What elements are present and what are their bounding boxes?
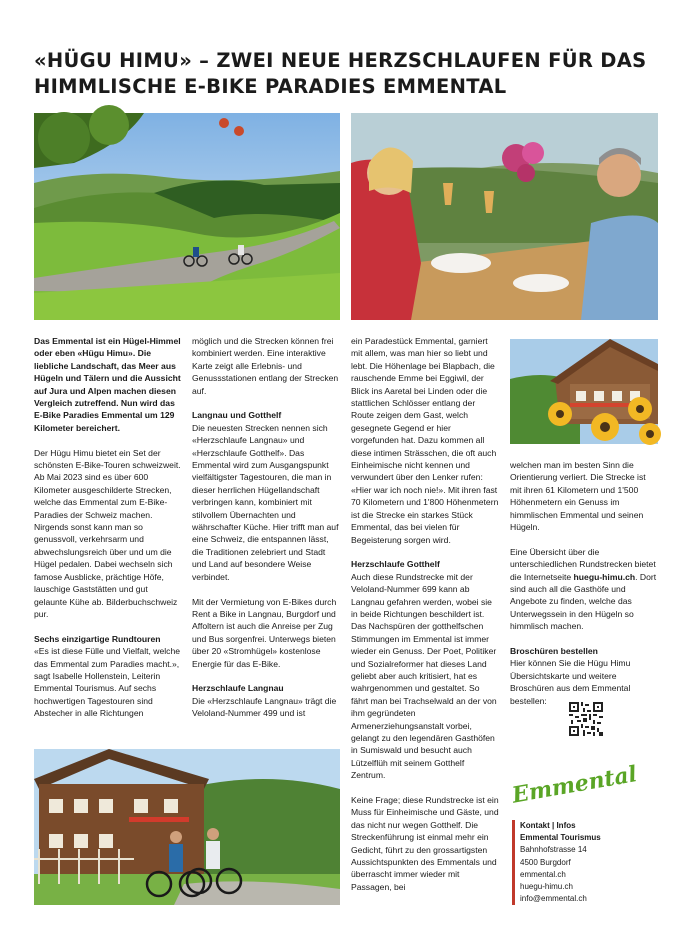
contact-website-link[interactable]: huegu-himu.ch	[520, 882, 573, 892]
lead-paragraph: Das Emmental ist ein Hügel-Himmel oder eben «Hügu Himu». Die liebliche Landschaft, das Meer aus Hügeln und Tälern und die Aussicht auf Jura und Alpen machen diesen Vergleich zutreffend. Nun wird das E-Bike Paradies Emmental um 129 Kilometer bereichert.	[34, 336, 181, 433]
photo-cyclists-hills	[34, 113, 340, 320]
body-paragraph: möglich und die Strecken können frei kombiniert werden. Eine interaktive Karte zeigt alle Erlebnis- und Genussstationen entlang der Strecken auf.	[192, 336, 339, 396]
contact-email-link[interactable]: info@emmental.ch	[520, 894, 587, 904]
body-paragraph: Keine Frage; diese Rundstrecke ist ein Muss für Einheimische und Gäste, und das nicht nur wegen Gotthelf. Die Streckenführung ist einmal mehr ein Gedicht, führt zu den grossartigsten Aussichtspunkten des Emmentals und überrascht immer wieder mit Passagen, bei	[351, 795, 499, 892]
contact-block	[512, 820, 601, 905]
body-paragraph: «Es ist diese Fülle und Vielfalt, welche das Emmental zum Paradies macht.», sagt Isabelle Hollenstein, Leiterin Emmental Tourismus. Auf sechs hochwertigen Tagestouren sind Abstecher in alle Richtungen	[34, 646, 181, 719]
body-paragraph: Die neuesten Strecken nennen sich «Herzschlaufe Langnau» und «Herzschlaufe Gotthelf». Das Emmental wird zum Ausgangspunkt vielfältigster Tagestouren, die man in dieser herrlichen Hügellandschaft verbringen kann, kombiniert mit stilvollem Übernachten und währschafter Küche. Hier trifft man auf eine Schweiz, die entspannen lässt, die Traditionen zelebriert und Stadt und Land auf besondere Weise verbindet.	[192, 422, 339, 582]
photo-farmhouse-flowers	[510, 339, 658, 444]
contact-city: 4500 Burgdorf	[520, 857, 571, 867]
logo-wordmark: Emmental	[510, 761, 639, 809]
photo-bikers-farmhouse	[34, 749, 340, 905]
body-paragraph: Auch diese Rundstrecke mit der Veloland-Nummer 699 kann ab Langnau gefahren werden, wobei sie in beide Richtungen beschildert ist. Das Nachspüren der gotthelfschen Stimmungen im Emmental ist immer wieder ein Genuss. Der Poet, Politiker und Sozialreformer hat dieses Land geliebt aber auch kritisiert, hat es wahrgenommen und gestaltet. So fährt man bei Trachselwald an der von ihm gegründeten Armenerziehungsanstalt vorbei, gelangt zu den legendären Gasthöfen in Sumiswald und besucht auch Lützelflüh mit seinem Gotthelf Zentrum.	[351, 571, 497, 781]
subheading: Herzschlaufe Langnau	[192, 683, 284, 694]
contact-website-link[interactable]: emmental.ch	[520, 869, 566, 879]
subheading: Broschüren bestellen	[510, 646, 598, 657]
photo-couple-toasting	[351, 113, 658, 320]
contact-street: Bahnhofstrasse 14	[520, 845, 587, 855]
body-paragraph: Der Hügu Himu bietet ein Set der schönsten E-Bike-Touren schweizweit. Ab Mai 2023 sind es über 600 Kilometer ausgeschilderte Strecken, welche das Emmental zum E-Bike-Paradies der Schweiz machen. Nirgends sonst kann man so genussvoll, verkehrsarm und abwechslungsreich über und um die Hügel pedalen. Dabei wechseln sich famose Ausblicke, prächtige Höfe, lauschige Gaststätten und gut gelaunte Kühe ab. Bilderbuchschweiz pur.	[34, 447, 181, 619]
contact-title: Kontakt | Infos	[520, 821, 576, 830]
body-paragraph: welchen man im besten Sinn die Orientierung verliert. Die Strecke ist mit ihren 61 Kilometern und 1'500 Höhenmetern ein Genuss im himmlischen Emmental und seinen Hügeln.	[510, 460, 646, 533]
body-paragraph: Mit der Vermietung von E-Bikes durch Rent a Bike in Langnau, Burgdorf und Affoltern ist auch die Anreise per Zug und Bus sorgenfrei. Unterwegs bieten über 20 «Stromhügel» kostenlose Energie für das E-Bike.	[192, 596, 337, 669]
column-1	[34, 335, 182, 732]
website-link[interactable]: huegu-himu.ch	[573, 571, 636, 582]
body-text: Eine Übersicht über die unterschiedlichen Rundstrecken bietet die Internetseite	[510, 546, 656, 582]
contact-org: Emmental Tourismus	[520, 833, 601, 843]
qr-code-icon[interactable]	[569, 702, 603, 736]
column-2	[192, 335, 340, 732]
column-3	[351, 335, 499, 906]
emmental-logo	[508, 758, 639, 809]
column-4	[510, 459, 658, 719]
body-paragraph: Die «Herzschlaufe Langnau» trägt die Veloland-Nummer 499 und ist	[192, 695, 337, 719]
subheading: Langnau und Gotthelf	[192, 410, 282, 421]
body-paragraph: ein Paradestück Emmental, garniert mit allem, was man hier so liebt und lebt. Die Höhenlage bei Blapbach, die rauschende Emme bei Eggiwil, der Blick ins Aaretal bei Linden oder die stattlichen Schlösser entlang der Route zeigen dem Gast, welch gesegnete Gegend er hier vorgefunden hat. Dazu kommen all diese intimen Strässchen, die oft auch Einheimische nicht kennen und verwundert über den Lenker rufen: «Hier war ich noch nie!». Mit ihren fast 70 Kilometern und 1'800 Höhenmetern ist die Strecke ein starkes Stück Emmental, das bei vielen für Begeisterung sorgen wird.	[351, 336, 499, 545]
subheading: Herzschlaufe Gotthelf	[351, 559, 440, 570]
body-paragraph	[510, 546, 658, 633]
subheading: Sechs einzigartige Rundtouren	[34, 633, 161, 644]
body-paragraph: Hier können Sie die Hügu Himu Übersichtskarte und weitere Broschüren aus dem Emmental bestellen:	[510, 658, 631, 706]
body-text: . Dort sind auch all die Gasthöfe und Angebote zu finden, welche das Unterwegssein in den Hügeln so himmlisch machen.	[510, 571, 657, 632]
headline: «HÜGU HIMU» – ZWEI NEUE HERZSCHLAUFEN FÜR DAS HIMMLISCHE E-BIKE PARADIES EMMENTAL	[34, 49, 647, 98]
